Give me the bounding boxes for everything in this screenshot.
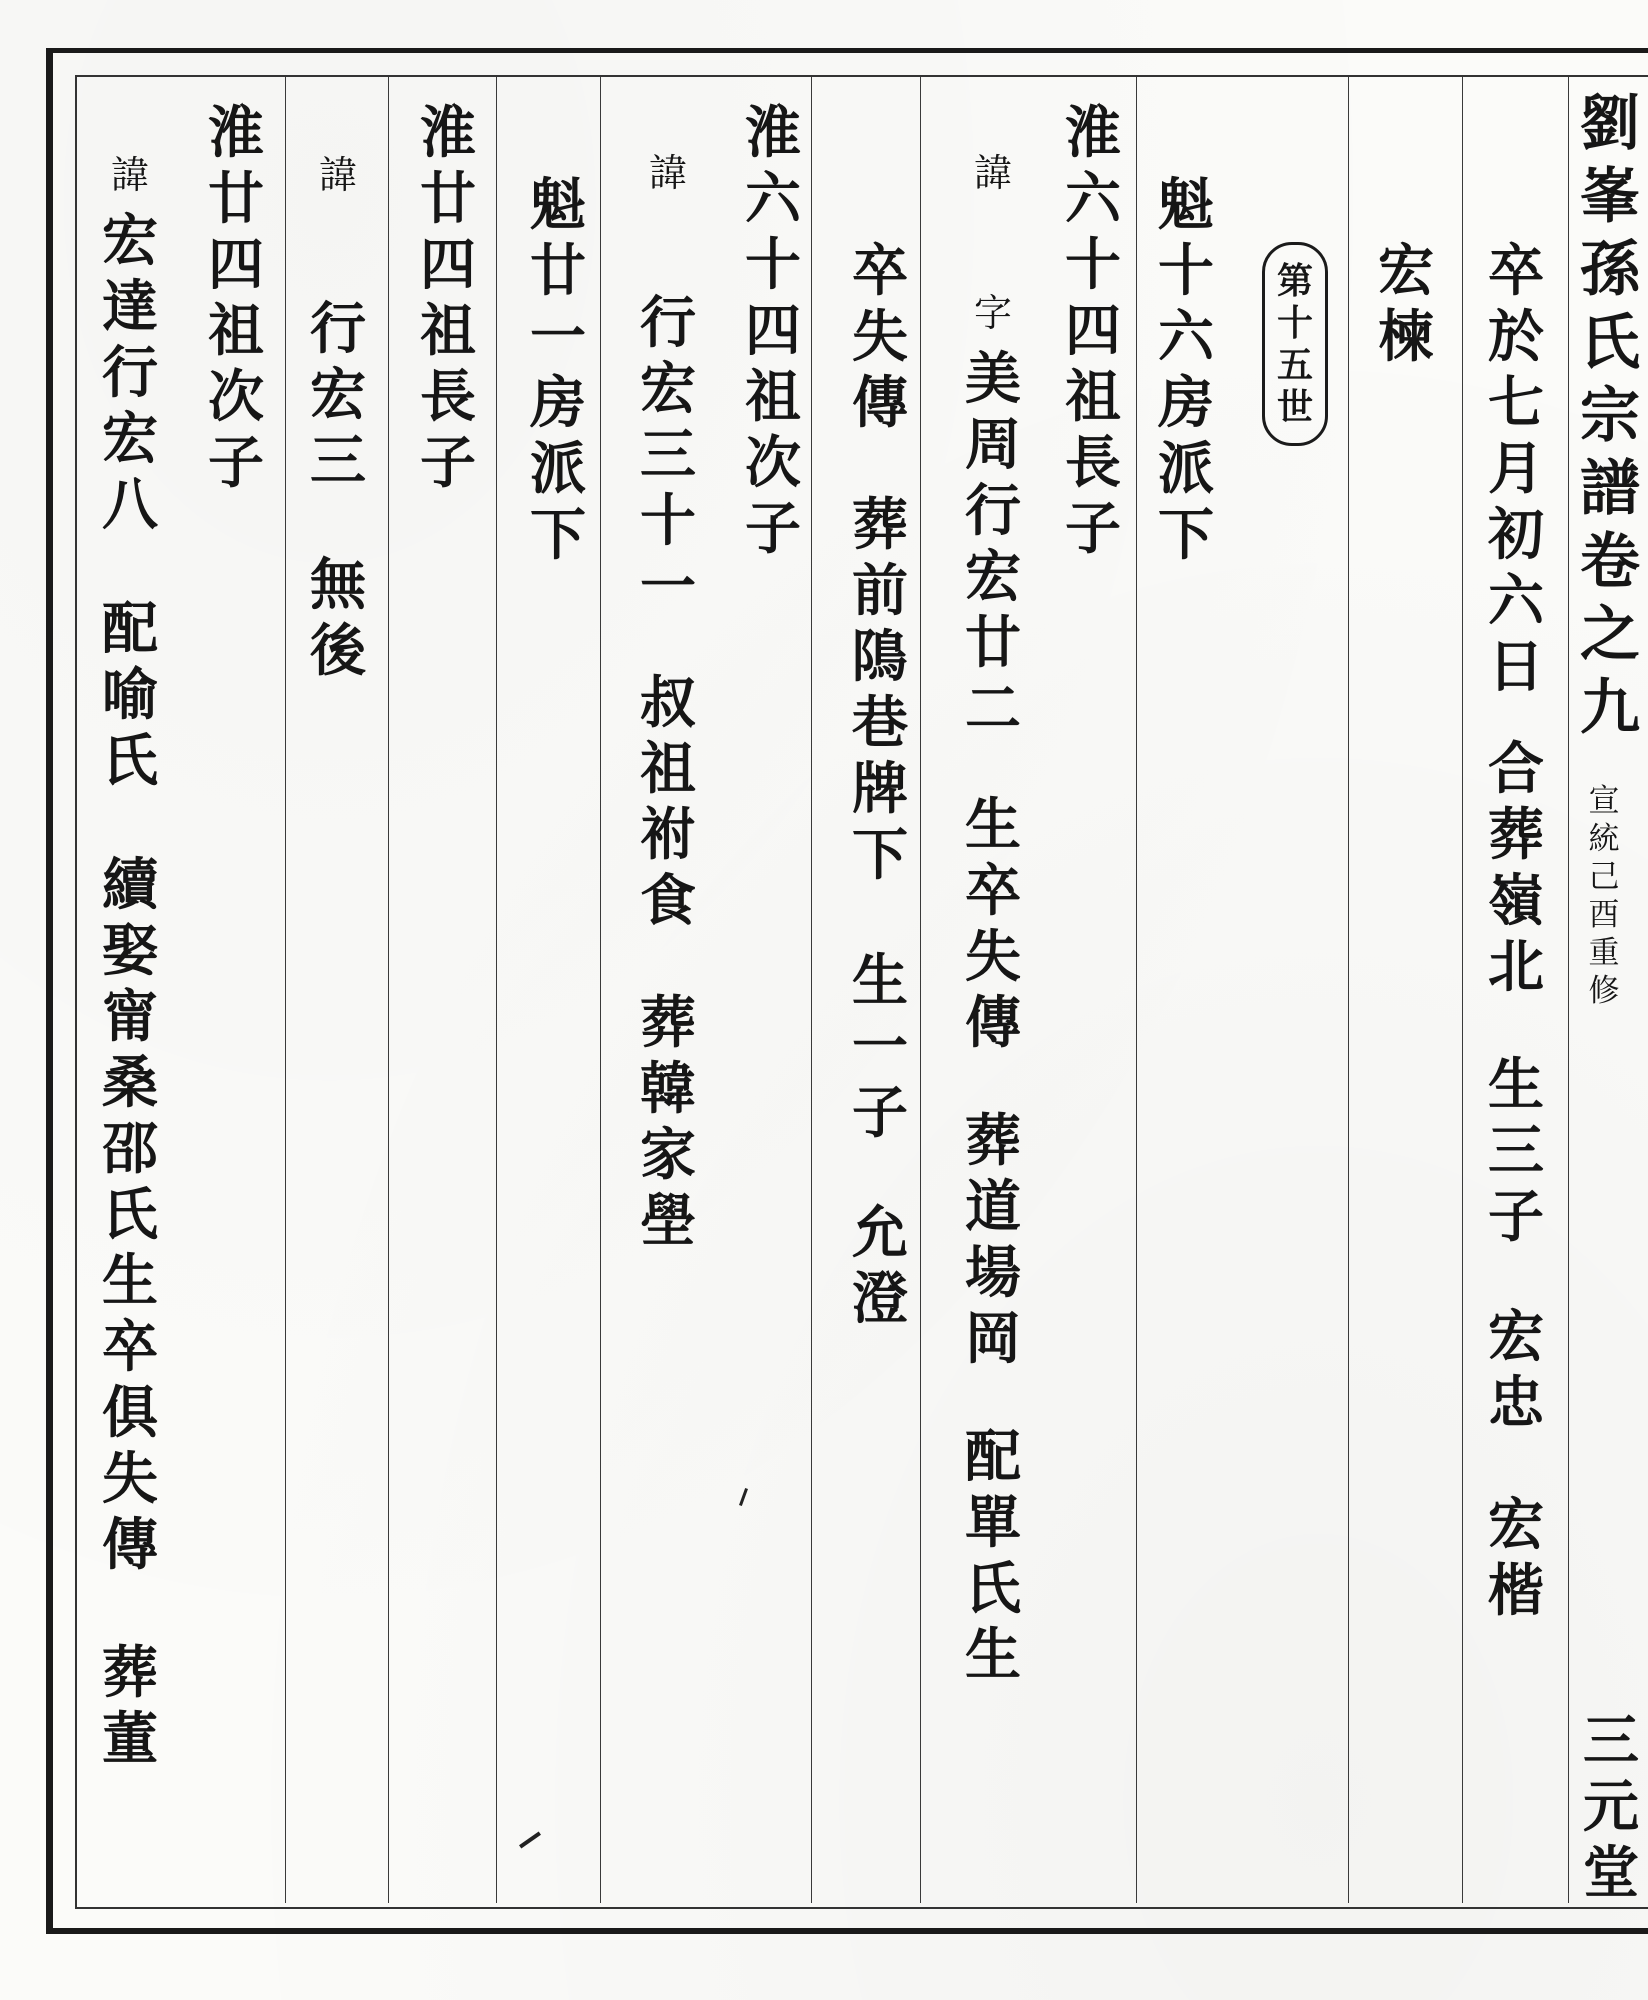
- text-column: [92, 150, 168, 1772]
- text-column: [410, 100, 486, 496]
- column-rule: [496, 77, 497, 1903]
- text-segment: 字: [973, 291, 1012, 335]
- margin-note: [1578, 782, 1630, 1010]
- text-segment: 生 三 子: [1488, 1052, 1544, 1250]
- margin-right-label: [1575, 1708, 1647, 1906]
- text-column: [300, 150, 376, 684]
- text-segment: 行 宏 三 十 一: [640, 290, 696, 620]
- text-segment: 魁 廿 一 房 派 下: [530, 172, 586, 568]
- margin-right-text: 三 元 堂: [1583, 1708, 1639, 1906]
- generation-badge-char: 十: [1276, 302, 1313, 344]
- text-segment: 生 一 子: [852, 948, 908, 1146]
- text-column: [1055, 100, 1131, 562]
- margin-header-char: 孫: [1580, 235, 1640, 305]
- margin-header-char: 氏: [1580, 308, 1640, 378]
- text-segment: 諱: [110, 153, 149, 197]
- text-segment: 淮 廿 四 祖 長 子: [420, 100, 476, 496]
- text-column: [955, 148, 1031, 1688]
- text-segment: 諱: [318, 153, 357, 197]
- margin-header-char: 峯: [1580, 162, 1640, 232]
- column-rule: [600, 77, 601, 1903]
- margin-header-char: 劉: [1580, 89, 1640, 159]
- text-segment: 允 澄: [852, 1200, 908, 1332]
- text-segment: 葬 韓 家 壆: [640, 990, 696, 1254]
- margin-header-char: 卷: [1580, 527, 1640, 597]
- text-column: [198, 100, 274, 496]
- column-rule: [388, 77, 389, 1903]
- generation-badge-char: 世: [1276, 386, 1313, 428]
- margin-header-char: 之: [1580, 600, 1640, 670]
- text-segment: 宏 忠: [1488, 1304, 1544, 1436]
- text-segment: 生 卒 失 傳: [965, 792, 1021, 1056]
- text-segment: 葬 董: [102, 1640, 158, 1772]
- margin-header-char: 宗: [1580, 381, 1640, 451]
- margin-header: [1571, 88, 1648, 745]
- text-segment: 諱: [973, 151, 1012, 195]
- column-rule: [1462, 77, 1463, 1903]
- text-segment: 美 周 行 宏 廿 二: [965, 346, 1021, 742]
- text-segment: 卒 失 傳: [852, 238, 908, 436]
- margin-header-char: 譜: [1580, 454, 1640, 524]
- column-rule: [1348, 77, 1349, 1903]
- text-segment: 淮 六 十 四 祖 次 子: [745, 100, 801, 562]
- text-segment: 葬 前 隝 巷 牌 下: [852, 492, 908, 888]
- column-rule: [285, 77, 286, 1903]
- generation-badge: [1262, 242, 1328, 446]
- text-segment: 淮 六 十 四 祖 長 子: [1065, 100, 1121, 562]
- text-column: [520, 172, 596, 568]
- text-segment: 行 宏 三: [310, 296, 366, 494]
- text-segment: 宏 楝: [1378, 238, 1434, 370]
- text-segment: 續 娶 甯 桑 邵 氏 生 卒 俱 失 傳: [102, 852, 158, 1578]
- text-segment: 葬 道 場 岡: [965, 1108, 1021, 1372]
- margin-header-char: 九: [1580, 673, 1640, 743]
- text-segment: 配 單 氏 生: [965, 1424, 1021, 1688]
- column-rule: [1568, 77, 1569, 1903]
- text-column: [1368, 238, 1444, 370]
- margin-note-text: 宣 統 己 酉 重 修: [1588, 783, 1620, 1009]
- text-column: [1148, 172, 1224, 568]
- text-segment: 合 葬 嶺 北: [1488, 736, 1544, 1000]
- column-rule: [920, 77, 921, 1903]
- text-segment: 魁 十 六 房 派 下: [1158, 172, 1214, 568]
- text-segment: 宏 達 行 宏 八: [102, 208, 158, 538]
- text-segment: 卒 於 七 月 初 六 日: [1488, 238, 1544, 700]
- text-column: [630, 148, 706, 1254]
- text-segment: 無 後: [310, 552, 366, 684]
- generation-badge-char: 第: [1276, 260, 1313, 302]
- text-column: [842, 238, 918, 1332]
- text-column: [735, 100, 811, 562]
- column-rule: [811, 77, 812, 1903]
- text-segment: 諱: [648, 151, 687, 195]
- column-rule: [1136, 77, 1137, 1903]
- text-segment: 淮 廿 四 祖 次 子: [208, 100, 264, 496]
- text-segment: 配 喻 氏: [102, 596, 158, 794]
- text-column: [1478, 238, 1554, 1624]
- generation-badge-char: 五: [1276, 344, 1313, 386]
- text-segment: 宏 楷: [1488, 1492, 1544, 1624]
- text-segment: 叔 祖 祔 食: [640, 670, 696, 934]
